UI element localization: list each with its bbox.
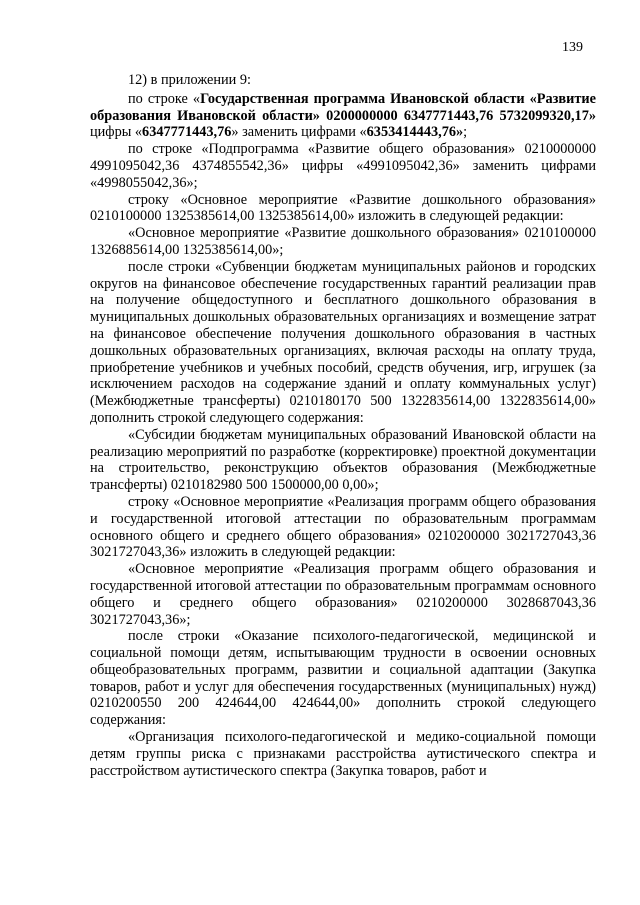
paragraph-general-education-new: «Основное мероприятие «Реализация программ общего образования и государственной итоговой аттестации по образовательным программам основного общего и среднего общего образования» 0210200000 3028687043,36 3021727043,36»; <box>90 561 596 628</box>
text-fragment: ; <box>463 124 468 141</box>
page-number: 139 <box>562 40 583 55</box>
paragraph-subsidies: «Субсидии бюджетам муниципальных образований Ивановской области на реализацию мероприятий по разработке (корректировке) проектной документации на строительство, реконструкцию объектов образования (Межбюджетные трансферты) 0210182980 500 1500000,00 0,00»; <box>90 426 596 494</box>
paragraph-subventions: после строки «Субвенции бюджетам муниципальных районов и городских округов на финансовое обеспечение государственных гарантий реализации прав на получение общедоступного и бесплатного дошкольного образования в муниципальных дошкольных образовательных организациях и возмещение затрат на финансовое обеспечение получения дошкольного образования в частных дошкольных образовательных организациях, включая расходы на оплату труда, приобретение учебников и учебных пособий, средств обучения, игр, игрушек (за исключением расходов на содержание зданий и оплату коммунальных услуг) (Межбюджетные трансферты) 0210180170 500 1322835614,00 1322835614,00» дополнить строкой следующего содержания: <box>90 258 596 426</box>
old-value-bold: 6347771443,76 <box>142 124 232 141</box>
paragraph-preschool-row: строку «Основное мероприятие «Развитие дошкольного образования» 0210100000 1325385614,00 1325385614,00» изложить в следующей редакции: <box>90 191 596 225</box>
paragraph-autism-help: «Организация психолого-педагогической и медико-социальной помощи детям группы риска с признаками расстройства аутистического спектра и расстройством аутистического спектра (Закупка товаров, работ и <box>90 729 596 779</box>
text-fragment: цифры « <box>90 124 143 141</box>
paragraph-program-change <box>90 91 596 141</box>
program-name-bold: Государственная программа Ивановской области «Развитие образования Ивановской области» 0200000000 6347771443,76 5732099320,17» <box>90 90 596 124</box>
section-heading: 12) в приложении 9: <box>128 72 252 88</box>
text-fragment: » заменить цифрами « <box>231 124 367 141</box>
paragraph-general-education-row: строку «Основное мероприятие «Реализация программ общего образования и государственной итоговой аттестации по образовательным программам основного общего и среднего общего образования» 0210200000 3021727043,36 3021727043,36» изложить в следующей редакции: <box>90 493 596 561</box>
document-body <box>90 72 596 779</box>
paragraph-subprogram: по строке «Подпрограмма «Развитие общего образования» 0210000000 4991095042,36 4374855542,36» цифры «4991095042,36» заменить цифрами «4998055042,36»; <box>90 141 596 191</box>
text-fragment: по строке « <box>128 90 201 107</box>
new-value-bold: 6353414443,76» <box>366 124 464 141</box>
paragraph-preschool-new: «Основное мероприятие «Развитие дошкольного образования» 0210100000 1326885614,00 1325385614,00»; <box>90 225 596 258</box>
paragraph-psychological-help: после строки «Оказание психолого-педагогической, медицинской и социальной помощи детям, испытывающим трудности в освоении основных общеобразовательных программ, развитии и социальной адаптации (Закупка товаров, работ и услуг для обеспечения государственных (муниципальных) нужд) 0210200550 200 424644,00 424644,00» дополнить строкой следующего содержания: <box>90 628 596 729</box>
